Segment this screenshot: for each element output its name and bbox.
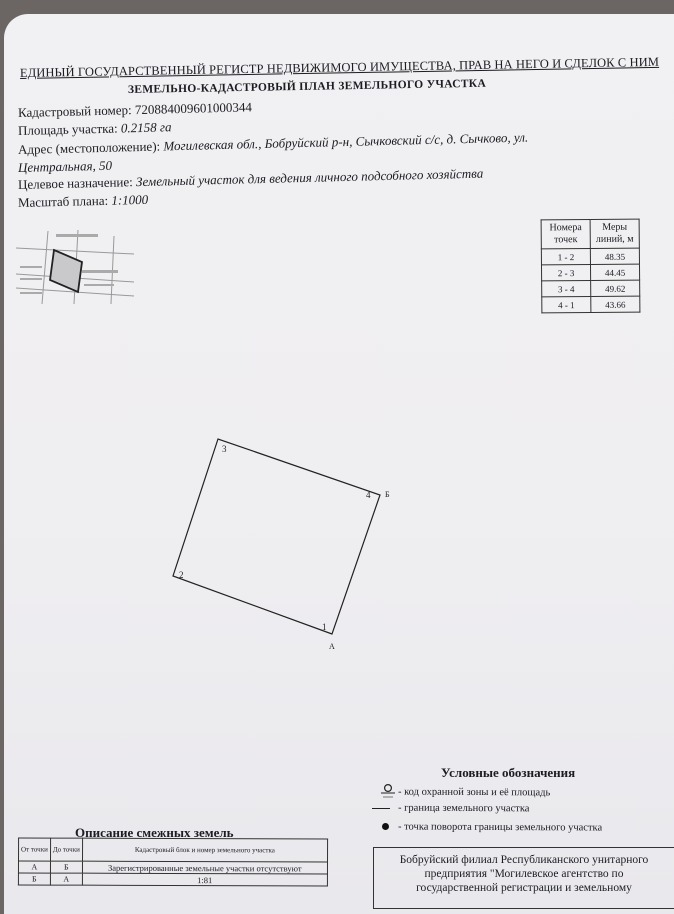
registry-title: ЕДИНЫЙ ГОСУДАРСТВЕННЫЙ РЕГИСТР НЕДВИЖИМОГО ИМУЩЕСТВА, ПРАВ НА НЕГО И СДЕЛОК С НИМ (19, 54, 660, 80)
cadastral-number-value: 720884009601000344 (134, 99, 253, 118)
parcel-boundary (173, 439, 380, 634)
address-row-continued (18, 158, 112, 176)
point-label-2: 2 (179, 570, 184, 580)
length-column-header: Меры линий, м (590, 219, 639, 248)
line-measurements-table (541, 219, 641, 314)
table-row (541, 264, 639, 281)
location-overview-map (16, 226, 136, 304)
organization-line-2: предприятия "Могилевское агентство по (424, 868, 624, 880)
legend-item-zone-code: - код охранной зоны и её площадь (397, 786, 551, 799)
adjacent-lands-title: Описание смежных земель (75, 825, 234, 840)
address-label: Адрес (местоположение): (17, 138, 161, 157)
from-point-cell: Б (18, 873, 50, 885)
legend-item-turn-point: - точка поворота границы земельного участка (397, 821, 603, 834)
purpose-label: Целевое назначение: (17, 174, 133, 192)
address-value-line1: Могилевская обл., Бобруйский р-н, Сычковский с/с, д. Сычково, ул. (163, 129, 529, 154)
table-row (542, 296, 640, 313)
organization-line-1: Бобруйский филиал Республиканского унитарного (399, 854, 649, 866)
cadastral-number-label: Кадастровый номер: (17, 102, 132, 120)
purpose-value: Земельный участок для ведения личного подсобного хозяйства (135, 165, 484, 190)
point-label-1: 1 (322, 622, 327, 632)
legend-title: Условные обозначения (441, 765, 576, 780)
length-cell: 43.66 (591, 296, 640, 312)
points-cell: 3 - 4 (542, 280, 591, 296)
table-header-row (19, 838, 328, 862)
boundary-label-a: А (329, 642, 335, 651)
length-cell: 44.45 (590, 264, 639, 280)
to-point-cell: А (50, 873, 82, 885)
address-value-line2: Центральная, 50 (17, 157, 113, 175)
points-cell: 4 - 1 (542, 296, 591, 312)
scale-row (18, 192, 149, 211)
length-cell: 48.35 (590, 248, 639, 264)
to-point-header: До точки (50, 838, 82, 861)
from-point-cell: А (18, 861, 50, 873)
plan-title: ЗЕМЕЛЬНО-КАДАСТРОВЫЙ ПЛАН ЗЕМЕЛЬНОГО УЧАСТКА (127, 77, 487, 96)
area-value: 0.2158 га (120, 119, 172, 136)
zone-code-icon (379, 783, 397, 801)
table-header-row (541, 219, 639, 249)
points-column-header: Номера точек (541, 220, 590, 249)
boundary-label-b: Б (385, 490, 390, 499)
legend-item-boundary: - граница земельного участка (397, 802, 530, 815)
parcel-plan (160, 430, 400, 660)
points-cell: 1 - 2 (541, 249, 590, 265)
points-cell: 2 - 3 (541, 265, 590, 281)
cadastral-cell: 1:81 (82, 873, 327, 886)
table-row (542, 280, 640, 297)
turn-point-icon (382, 823, 389, 830)
table-row (18, 873, 327, 886)
table-row (18, 861, 327, 874)
organization-line-3: государственной регистрации и земельному (416, 882, 632, 894)
point-label-4: 4 (366, 490, 371, 500)
area-label: Площадь участка: (17, 120, 118, 138)
length-cell: 49.62 (591, 280, 640, 296)
scale-value: 1:1000 (111, 191, 149, 208)
to-point-cell: Б (50, 861, 82, 873)
boundary-line-icon (372, 808, 390, 809)
subject-parcel-highlight (50, 250, 82, 292)
adjacent-lands-table (18, 837, 328, 886)
cadastral-cell: Зарегистрированные земельные участки отсутствуют (82, 861, 327, 874)
cadastral-block-header: Кадастровый блок и номер земельного участка (82, 838, 327, 862)
point-label-3: 3 (222, 444, 227, 454)
table-row (541, 248, 639, 265)
from-point-header: От точки (19, 838, 51, 861)
scale-label: Масштаб плана: (17, 192, 109, 210)
